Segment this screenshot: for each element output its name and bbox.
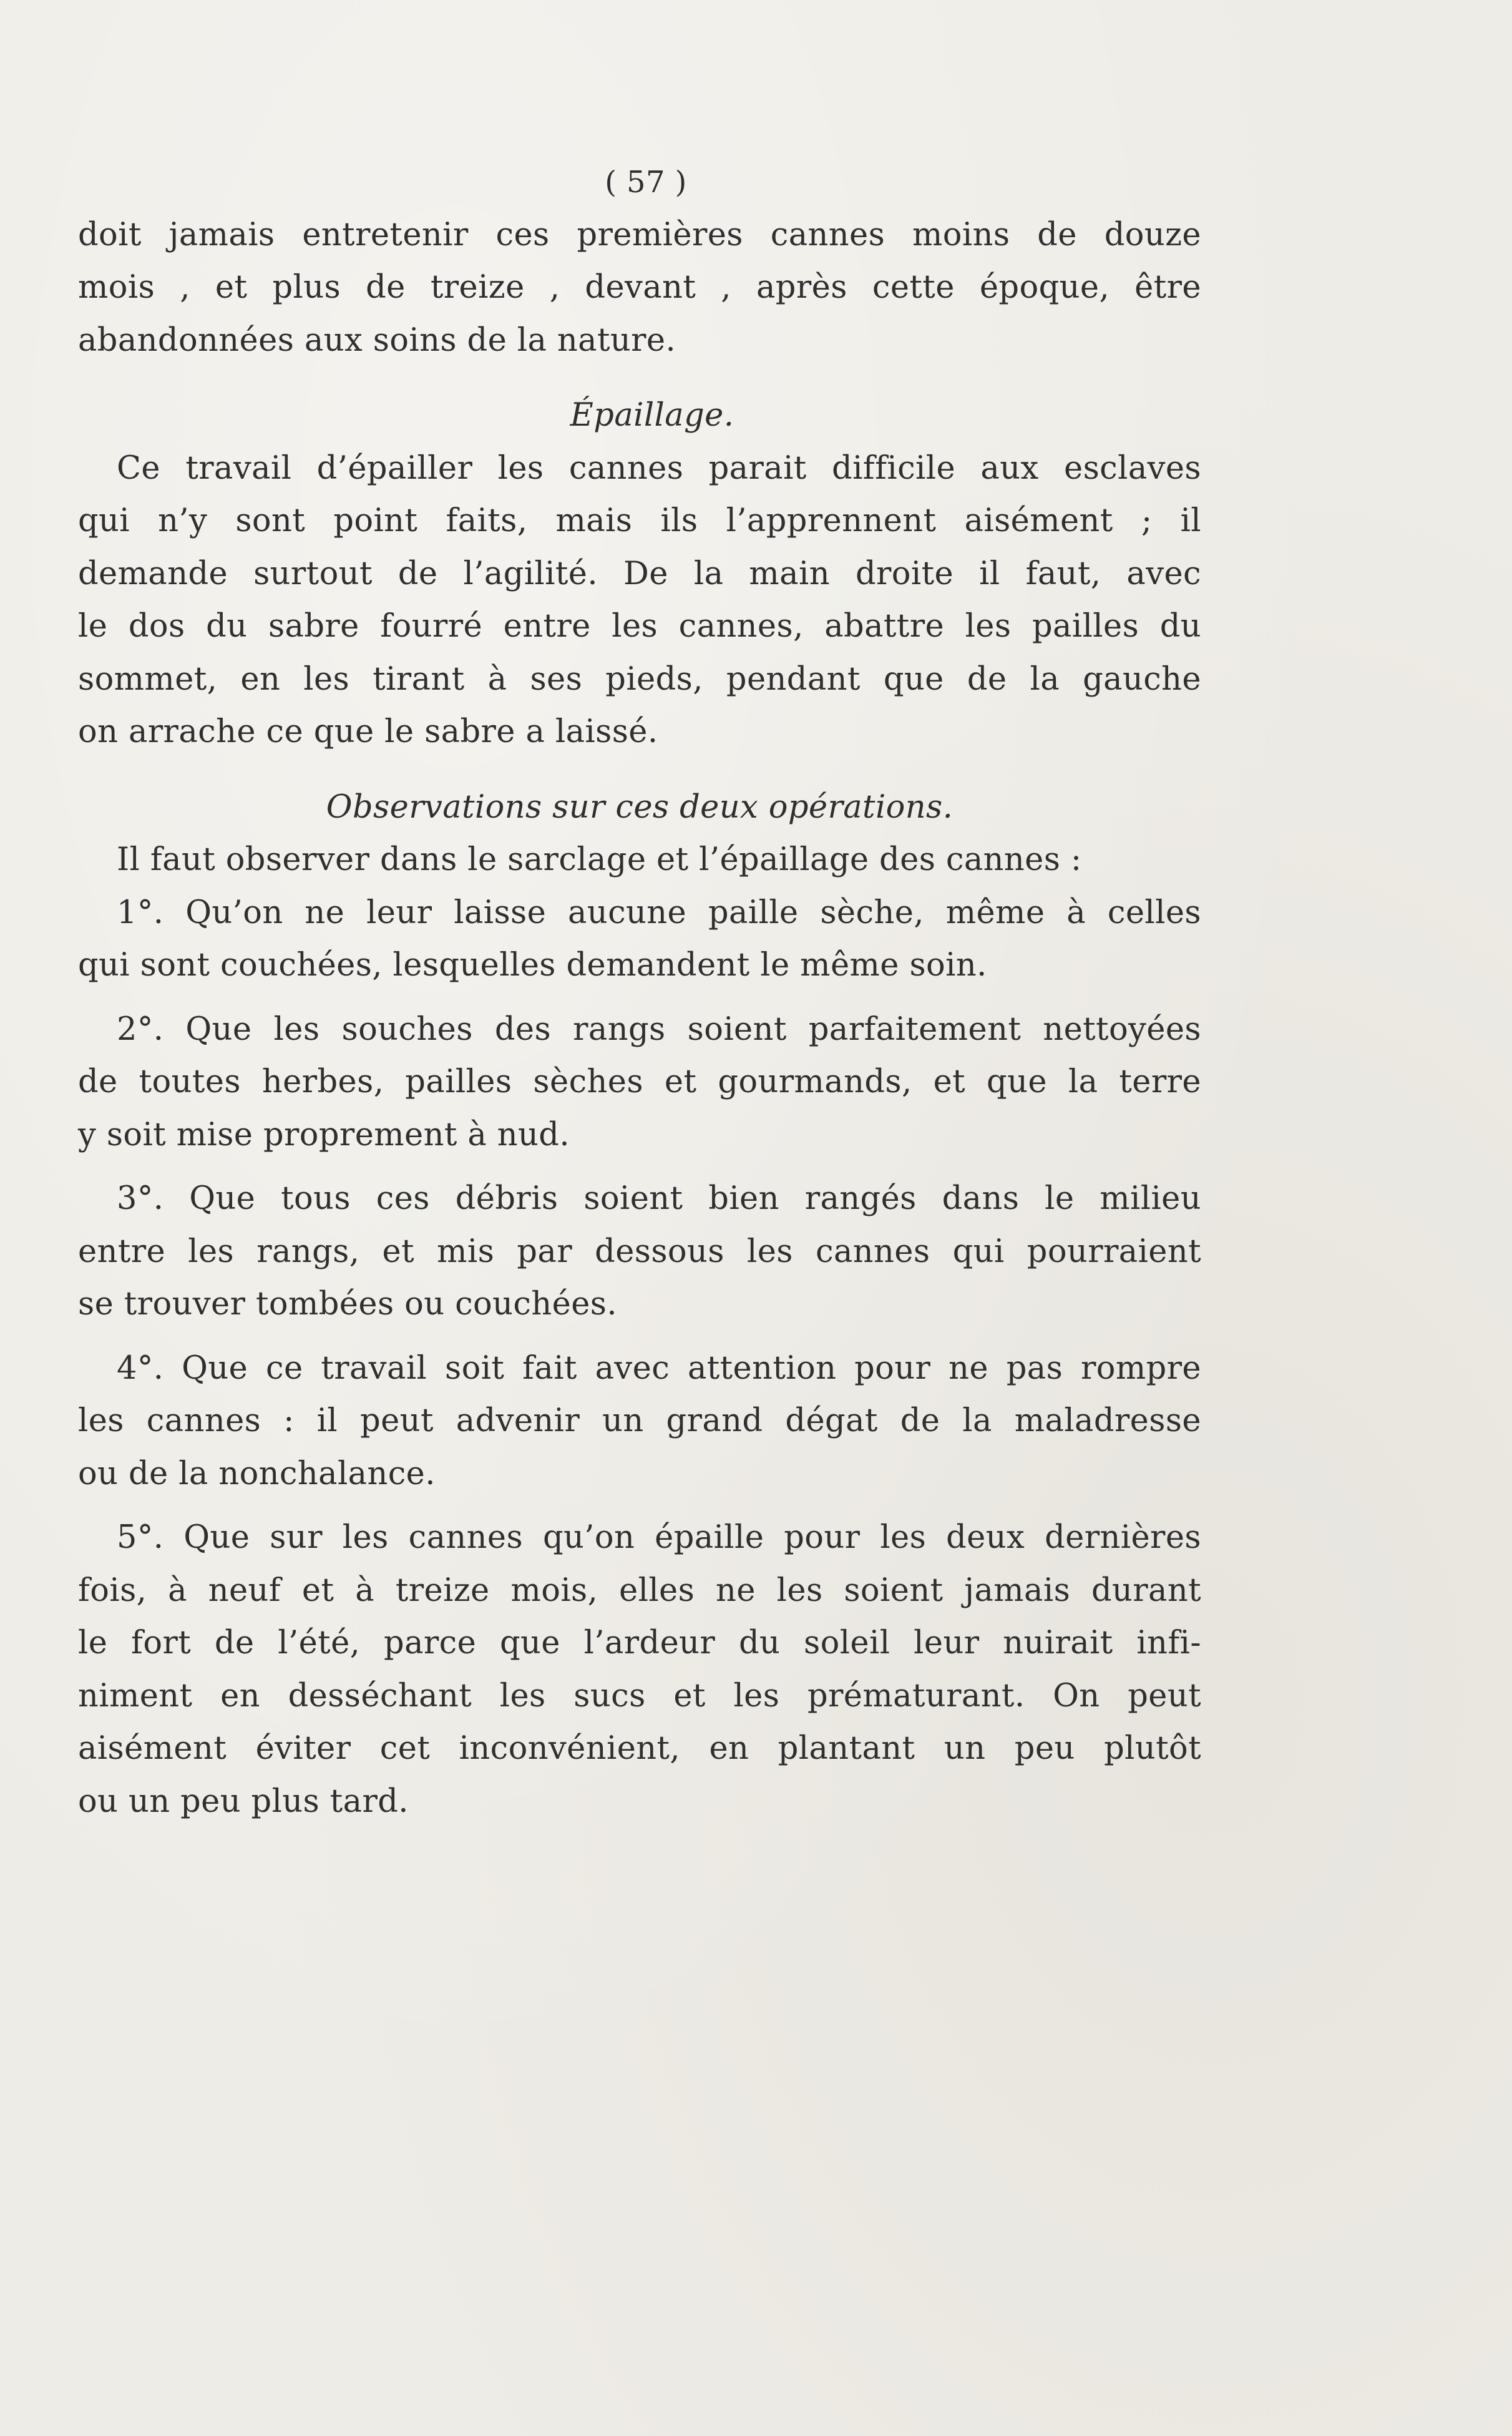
text-line: 5°. Que sur les cannes qu’on épaille pour les deux dernières — [117, 1519, 1201, 1556]
text-line: niment en desséchant les sucs et les prématurant. On peut — [78, 1677, 1201, 1714]
text-line: Ce travail d’épailler les cannes parait difficile aux esclaves — [117, 449, 1201, 487]
observation-item-2 — [78, 1004, 1201, 1162]
page-number: ( 57 ) — [605, 165, 687, 200]
text-line: aisément éviter cet inconvénient, en plantant un peu plutôt — [78, 1730, 1201, 1767]
text-line: le fort de l’été, parce que l’ardeur du soleil leur nuirait infi- — [78, 1625, 1201, 1661]
text-line: Il faut observer dans le sarclage et l’épaillage des cannes : — [117, 841, 1082, 878]
text-line: les cannes : il peut advenir un grand dégat de la maladresse — [78, 1402, 1201, 1439]
text-line: ou de la nonchalance. — [78, 1455, 436, 1492]
text-line: fois, à neuf et à treize mois, elles ne les soient jamais durant — [78, 1572, 1201, 1609]
text-line: demande surtout de l’agilité. De la main droite il faut, avec — [78, 555, 1201, 592]
text-line: se trouver tombées ou couchées. — [78, 1286, 617, 1323]
observation-item-5 — [78, 1512, 1201, 1828]
section-heading-observations: Observations sur ces deux opérations. — [326, 788, 954, 826]
text-line: abandonnées aux soins de la nature. — [78, 321, 676, 359]
text-line: on arrache ce que le sabre a laissé. — [78, 713, 658, 750]
text-line: entre les rangs, et mis par dessous les cannes qui pourraient — [78, 1233, 1201, 1270]
text-line: y soit mise proprement à nud. — [78, 1116, 570, 1153]
observations-intro — [78, 834, 1201, 887]
observation-item-4 — [78, 1343, 1201, 1501]
text-line: 3°. Que tous ces débris soient bien rangés dans le milieu — [117, 1180, 1201, 1217]
text-line: 2°. Que les souches des rangs soient parfaitement nettoyées — [117, 1010, 1201, 1048]
text-line: mois , et plus de treize , devant , après cette époque, être — [78, 269, 1201, 306]
text-line: ou un peu plus tard. — [78, 1783, 409, 1820]
observation-item-3 — [78, 1173, 1201, 1331]
text-line: 4°. Que ce travail soit fait avec attention pour ne pas rompre — [117, 1349, 1201, 1387]
text-line: qui n’y sont point faits, mais ils l’apprennent aisément ; il — [78, 502, 1201, 539]
text-line: de toutes herbes, pailles sèches et gourmands, et que la terre — [78, 1064, 1201, 1100]
page-text — [78, 156, 1201, 1828]
text-line: qui sont couchées, lesquelles demandent le même soin. — [78, 947, 987, 984]
intro-paragraph — [78, 209, 1201, 368]
text-line: le dos du sabre fourré entre les cannes, abattre les pailles du — [78, 608, 1201, 645]
text-line: sommet, en les tirant à ses pieds, pendant que de la gauche — [78, 660, 1201, 698]
section-heading-epaillage: Épaillage. — [570, 397, 734, 434]
text-line: doit jamais entretenir ces premières cannes moins de douze — [78, 216, 1201, 253]
epaillage-paragraph — [78, 443, 1201, 759]
text-line: 1°. Qu’on ne leur laisse aucune paille sèche, même à celles — [117, 894, 1201, 931]
observation-item-1 — [78, 887, 1201, 992]
